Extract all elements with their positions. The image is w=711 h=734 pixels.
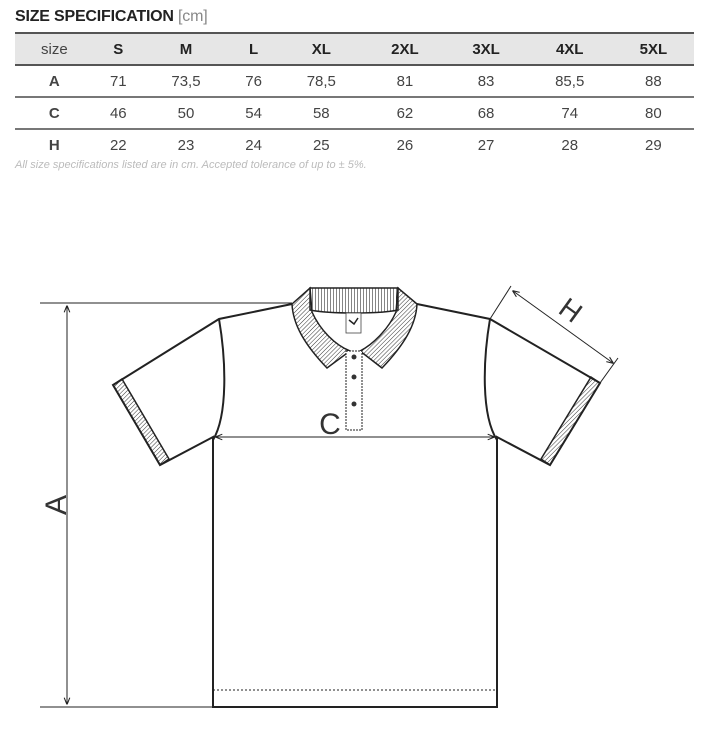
table-cell: 46	[109, 104, 127, 122]
table-cell: 23	[177, 136, 195, 154]
label-h: H	[553, 291, 588, 329]
table-cell: 73,5	[171, 72, 201, 90]
table-cell: 76	[245, 72, 262, 90]
title-text: SIZE SPECIFICATION	[15, 8, 174, 25]
col-header: M	[179, 40, 193, 58]
table-cell: 83	[477, 72, 495, 90]
col-header: S	[113, 40, 124, 58]
table-cell: 50	[177, 104, 195, 122]
table-cell: 27	[477, 136, 495, 154]
table-cell: 88	[645, 72, 662, 90]
table-cell: 74	[561, 104, 579, 122]
label-a: A	[40, 494, 73, 516]
table-cell: 28	[561, 136, 579, 154]
table-cell: 26	[396, 136, 414, 154]
table-cell: 22	[109, 136, 127, 154]
row-label: C	[48, 104, 60, 122]
col-header: 5XL	[639, 40, 668, 58]
table-cell: 62	[396, 104, 414, 122]
table-cell: 85,5	[555, 72, 585, 90]
label-c: C	[319, 408, 341, 441]
col-header: 2XL	[391, 40, 419, 58]
row-label: H	[48, 136, 60, 154]
col-header: 3XL	[472, 40, 500, 58]
button-icon	[352, 402, 357, 407]
unit-label: [cm]	[178, 8, 208, 25]
col-header: size	[41, 40, 68, 58]
col-header: L	[249, 40, 259, 58]
table-cell: 71	[109, 72, 127, 90]
table-cell: 29	[645, 136, 662, 154]
table-cell: 25	[312, 136, 330, 154]
row-label: A	[48, 72, 60, 90]
col-header: XL	[311, 40, 331, 58]
table-cell: 78,5	[306, 72, 336, 90]
button-icon	[352, 355, 357, 360]
table-cell: 80	[645, 104, 662, 122]
table-cell: 68	[477, 104, 495, 122]
button-icon	[352, 375, 357, 380]
table-cell: 54	[245, 104, 262, 122]
table-cell: 24	[245, 136, 262, 154]
placket	[346, 351, 362, 430]
collar-back	[310, 288, 398, 313]
tolerance-note: All size specifications listed are in cm. Accepted tolerance of up to ± 5%.	[15, 159, 367, 171]
table-cell: 58	[312, 104, 330, 122]
table-cell: 81	[396, 72, 414, 90]
col-header: 4XL	[555, 40, 584, 58]
